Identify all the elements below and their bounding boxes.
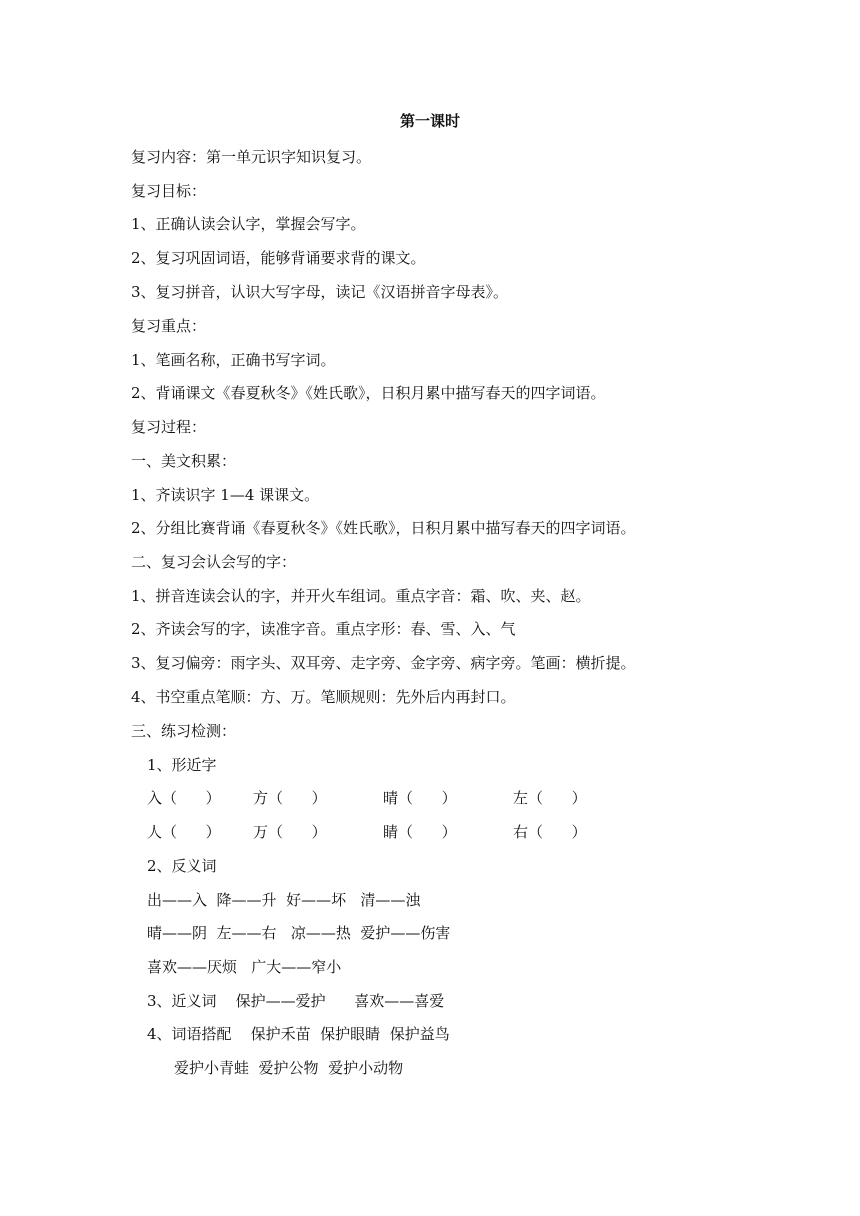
similar-char-cell: 方（ ）	[253, 789, 327, 807]
review-goals-heading: 复习目标：	[131, 182, 207, 200]
section-2-item-1: 1、拼音连读会认的字，并开火车组词。重点字音：霜、吹、夹、赵。	[131, 587, 591, 605]
exercise-1-title: 1、形近字	[147, 756, 217, 774]
antonym-line: 喜欢——厌烦 广大——窄小	[147, 958, 342, 976]
similar-char-cell: 入（ ）	[147, 789, 221, 807]
similar-char-cell: 晴（ ）	[383, 789, 457, 807]
review-focus-heading: 复习重点：	[131, 317, 207, 335]
page-title: 第一课时	[399, 112, 460, 130]
review-process-heading: 复习过程：	[131, 418, 207, 436]
antonym-line: 晴——阴 左——右 凉——热 爱护——伤害	[147, 924, 451, 942]
goal-3: 3、复习拼音，认识大写字母，读记《汉语拼音字母表》。	[131, 283, 509, 301]
exercise-2-title: 2、反义词	[147, 857, 217, 875]
similar-char-cell: 右（ ）	[513, 823, 587, 841]
section-1-item-2: 2、分组比赛背诵《春夏秋冬》《姓氏歌》，日积月累中描写春天的四字词语。	[131, 519, 636, 537]
similar-char-cell: 万（ ）	[253, 823, 327, 841]
section-1-heading: 一、美文积累：	[131, 452, 237, 470]
focus-2: 2、背诵课文《春夏秋冬》《姓氏歌》，日积月累中描写春天的四字词语。	[131, 384, 606, 402]
antonym-line: 出——入 降——升 好——坏 清——浊	[147, 891, 421, 909]
section-2-item-3: 3、复习偏旁：雨字头、双耳旁、走字旁、金字旁、病字旁。笔画：横折提。	[131, 654, 636, 672]
focus-1: 1、笔画名称，正确书写字词。	[131, 351, 336, 369]
exercise-4-collocation: 4、词语搭配 保护禾苗 保护眼睛 保护益鸟	[147, 1025, 450, 1043]
section-2-item-2: 2、齐读会写的字，读准字音。重点字形：春、雪、入、气	[131, 620, 516, 638]
similar-char-cell: 睛（ ）	[383, 823, 457, 841]
goal-2: 2、复习巩固词语，能够背诵要求背的课文。	[131, 249, 426, 267]
exercise-3-synonyms: 3、近义词 保护——爱护 喜欢——喜爱	[147, 992, 445, 1010]
section-3-heading: 三、练习检测：	[131, 722, 237, 740]
similar-char-cell: 人（ ）	[147, 823, 221, 841]
section-1-item-1: 1、齐读识字 1—4 课课文。	[131, 486, 320, 504]
similar-char-cell: 左（ ）	[513, 789, 587, 807]
section-2-heading: 二、复习会认会写的字：	[131, 553, 297, 571]
exercise-4-collocation-cont: 爱护小青蛙 爱护公物 爱护小动物	[174, 1059, 404, 1077]
review-content: 复习内容：第一单元识字知识复习。	[131, 148, 372, 166]
goal-1: 1、正确认读会认字，掌握会写字。	[131, 215, 366, 233]
section-2-item-4: 4、书空重点笔顺：方、万。笔顺规则：先外后内再封口。	[131, 688, 516, 706]
